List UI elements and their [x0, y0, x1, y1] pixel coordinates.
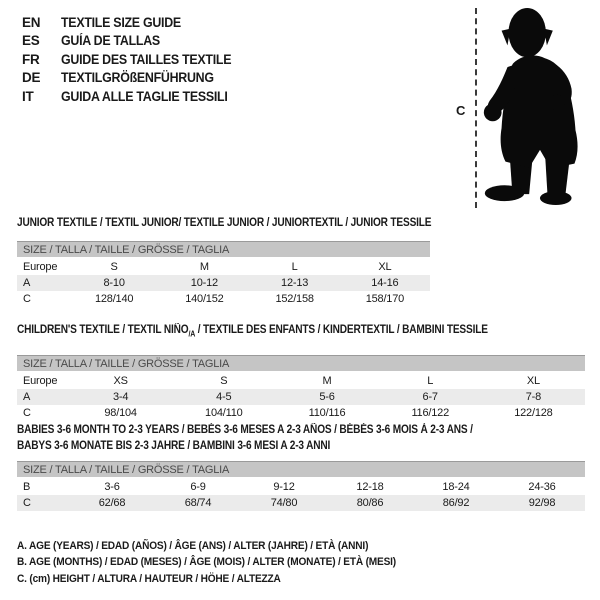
- row-label: C: [23, 293, 31, 305]
- title-line: BABIES 3-6 MONTH TO 2-3 YEARS / BEBÉS 3-6 MESES A 2-3 AÑOS / BÉBÉS 3-6 MOIS À 2-3 ANS /: [17, 424, 473, 436]
- table-cell: 7-8: [525, 391, 542, 404]
- title-line: BABYS 3-6 MONATE BIS 2-3 JAHRE / BAMBINI 3-6 MESI A 2-3 ANNI: [17, 440, 331, 452]
- table-row: [17, 389, 585, 405]
- table-cell: 6-9: [190, 481, 206, 493]
- footnote-b: B. AGE (MONTHS) / EDAD (MESES) / ÂGE (MOIS) / ALTER (MONATE) / ETÀ (MESI): [17, 556, 396, 569]
- title-text: / TEXTILE DES ENFANTS / KINDERTEXTIL / BAMBINI TESSILE: [195, 324, 488, 336]
- section-title: [17, 322, 517, 342]
- table-cell: 116/122: [411, 407, 449, 420]
- table-cell: 8-10: [103, 277, 125, 289]
- table-cell: 12-13: [281, 277, 309, 289]
- table-cell: L: [291, 261, 298, 273]
- language-row-it: [22, 87, 246, 106]
- table-row: [17, 291, 430, 307]
- childrens-size-table: [17, 373, 585, 421]
- language-row-en: [22, 13, 246, 32]
- table-row: [17, 259, 430, 275]
- table-cell: 6-7: [422, 391, 438, 404]
- footnotes: [17, 538, 429, 587]
- table-cell: 12-18: [356, 481, 384, 493]
- table-cell: S: [110, 261, 118, 273]
- table-cell: 80/86: [356, 497, 384, 509]
- table-cell: 122/128: [514, 407, 553, 420]
- row-label: Europe: [23, 375, 58, 388]
- table-cell: 4-5: [216, 391, 232, 404]
- language-code: IT: [22, 88, 34, 104]
- language-label: TEXTILGRÖßENFÜHRUNG: [61, 70, 214, 86]
- table-cell: 9-12: [273, 481, 295, 493]
- row-label: Europe: [23, 261, 58, 273]
- table-cell: XL: [526, 375, 540, 388]
- table-cell: M: [322, 375, 332, 388]
- table-cell: 24-36: [528, 481, 556, 493]
- table-cell: S: [220, 375, 228, 388]
- language-row-de: [22, 69, 246, 88]
- height-measure-line: [475, 8, 477, 208]
- table-row: [17, 275, 430, 291]
- table-cell: XL: [378, 261, 392, 273]
- junior-size-table: [17, 259, 430, 307]
- language-label: GUÍA DE TALLAS: [61, 33, 160, 49]
- table-cell: XS: [113, 375, 128, 388]
- table-cell: 18-24: [442, 481, 470, 493]
- table-cell: L: [427, 375, 434, 388]
- table-cell: 110/116: [308, 407, 346, 420]
- table-cell: 104/110: [205, 407, 243, 420]
- language-label: GUIDE DES TAILLES TEXTILE: [61, 51, 232, 67]
- size-header-bar: SIZE / TALLA / TAILLE / GRÖSSE / TAGLIA: [17, 461, 585, 477]
- table-cell: 14-16: [371, 277, 399, 289]
- row-label: C: [23, 497, 31, 509]
- section-title: JUNIOR TEXTILE / TEXTIL JUNIOR/ TEXTILE JUNIOR / JUNIORTEXTIL / JUNIOR TESSILE: [17, 217, 432, 229]
- table-cell: 92/98: [528, 497, 556, 509]
- language-row-es: [22, 32, 246, 51]
- language-code: DE: [22, 70, 41, 86]
- table-cell: 3-4: [112, 391, 129, 404]
- language-label: TEXTILE SIZE GUIDE: [61, 14, 181, 30]
- height-measure-label: C: [456, 103, 466, 118]
- babies-size-table: [17, 479, 585, 511]
- footnote-c: C. (cm) HEIGHT / ALTURA / HAUTEUR / HÖHE / ALTEZZA: [17, 572, 281, 585]
- table-cell: 74/80: [270, 497, 298, 509]
- language-code: ES: [22, 33, 40, 49]
- language-label: GUIDA ALLE TAGLIE TESSILI: [61, 88, 228, 104]
- babies-textile-section: [17, 422, 585, 511]
- table-cell: 158/170: [365, 293, 405, 305]
- junior-textile-section: [17, 215, 430, 307]
- table-cell: 152/158: [275, 293, 314, 305]
- language-code: EN: [22, 14, 41, 30]
- table-cell: 140/152: [185, 293, 224, 305]
- table-row: [17, 405, 585, 421]
- language-code: FR: [22, 51, 40, 67]
- row-label: A: [23, 277, 31, 289]
- title-subscript: /A: [188, 329, 196, 339]
- table-cell: M: [199, 261, 209, 273]
- size-header-bar: SIZE / TALLA / TAILLE / GRÖSSE / TAGLIA: [17, 241, 430, 257]
- table-cell: 86/92: [442, 497, 470, 509]
- size-header-bar: SIZE / TALLA / TAILLE / GRÖSSE / TAGLIA: [17, 355, 585, 371]
- baby-silhouette-icon: [483, 4, 596, 206]
- table-row: [17, 479, 585, 495]
- table-cell: 3-6: [104, 481, 120, 493]
- language-row-fr: [22, 50, 246, 69]
- row-label: C: [23, 407, 31, 420]
- table-row: [17, 373, 585, 389]
- childrens-textile-section: [17, 322, 585, 421]
- row-label: A: [23, 391, 31, 404]
- table-cell: 68/74: [184, 497, 212, 509]
- table-cell: 62/68: [98, 497, 126, 509]
- table-cell: 5-6: [319, 391, 335, 404]
- title-text: CHILDREN'S TEXTILE / TEXTIL NIÑO: [17, 324, 189, 336]
- language-list: [22, 13, 246, 106]
- section-title: [17, 422, 517, 454]
- table-cell: 98/104: [104, 407, 137, 420]
- table-row: [17, 495, 585, 511]
- row-label: B: [23, 481, 31, 493]
- table-cell: 128/140: [94, 293, 134, 305]
- footnote-a: A. AGE (YEARS) / EDAD (AÑOS) / ÂGE (ANS) / ALTER (JAHRE) / ETÀ (ANNI): [17, 540, 369, 552]
- table-cell: 10-12: [190, 277, 218, 289]
